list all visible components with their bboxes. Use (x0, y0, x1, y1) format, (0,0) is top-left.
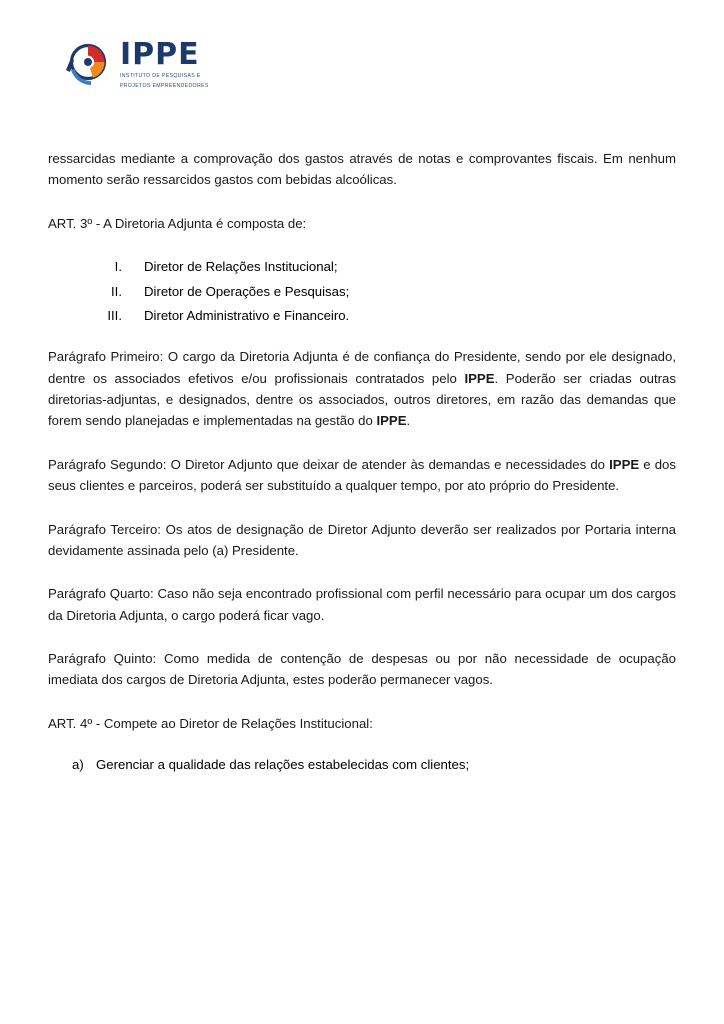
alpha-list (48, 754, 676, 775)
list-item (72, 754, 676, 775)
ippe-logo-tagline-line1: INSTITUTO DE PESQUISAS E (120, 73, 201, 79)
list-item-label: Diretor de Operações e Pesquisas; (144, 283, 350, 299)
paragraph-segundo-title: Parágrafo Segundo (48, 456, 163, 472)
list-item-marker: II. (111, 283, 122, 299)
paragraph-segundo-ippe: IPPE (609, 456, 640, 472)
list-item-marker: a) (72, 757, 84, 773)
list-item (100, 281, 676, 302)
paragraph-segundo-text-b: e dos seus clientes e parceiros, poderá ser substituído a qualquer tempo, por ato próprio do Presidente. (48, 456, 676, 494)
ippe-logo-word: IPPE (120, 37, 200, 72)
paragraph-quarto: Parágrafo Quarto: Caso não seja encontrado profissional com perfil necessário para ocupar um dos cargos da Diretoria Adjunta, o cargo poderá ficar vago. (48, 586, 676, 623)
paragraph-primeiro (48, 346, 676, 432)
ippe-logo-mark-icon (62, 38, 114, 90)
ippe-logo-tagline-line2: PROJETOS EMPREENDEDORES (120, 83, 209, 90)
paragraph-primeiro-text-c: . (406, 413, 411, 429)
list-item (100, 256, 676, 277)
roman-list (48, 256, 676, 326)
paragraph-primeiro-ippe-2: IPPE (376, 413, 407, 429)
list-item-marker: I. (114, 259, 122, 275)
list-item-marker: III. (107, 307, 122, 323)
paragraph-primeiro-text-b: . Poderão ser criadas outras diretorias-adjuntas, e designados, dentre os associados, outros diretores, em razão das demandas que forem sendo planejadas e implementadas na gestão do (48, 370, 676, 429)
paragraph-art-4: ART. 4º - Compete ao Diretor de Relações Institucional: (48, 715, 373, 731)
paragraph-art-3: ART. 3º - A Diretoria Adjunta é composta de: (48, 215, 307, 231)
paragraph-terceiro: Parágrafo Terceiro: Os atos de designação de Diretor Adjunto deverão ser realizados por Portaria interna devidamente assinada pelo (a) Presidente. (48, 521, 676, 558)
document-body (48, 148, 676, 776)
list-item-label: Diretor Administrativo e Financeiro. (144, 307, 350, 323)
paragraph-segundo (48, 454, 676, 497)
ippe-logo-text (120, 38, 209, 90)
paragraph-quinto: Parágrafo Quinto: Como medida de contenção de despesas ou por não necessidade de ocupação imediata dos cargos de Diretoria Adjunta, estes poderão permanecer vagos. (48, 651, 676, 688)
paragraph-primeiro-ippe-1: IPPE (464, 370, 495, 386)
paragraph-primeiro-text-a: Parágrafo Primeiro: O cargo da Diretoria Adjunta é de confiança do Presidente, sendo por ele designado, dentre os associados efetivos e/ou profissionais contratados pelo (48, 349, 676, 386)
list-item-label: Gerenciar a qualidade das relações estabelecidas com clientes; (96, 757, 470, 773)
paragraph-continuation: ressarcidas mediante a comprovação dos gastos através de notas e comprovantes fiscais. Em nenhum momento serão ressarcidos gastos com bebidas alcoólicas. (48, 151, 676, 188)
list-item-label: Diretor de Relações Institucional; (144, 259, 338, 275)
document-header (62, 38, 242, 100)
ippe-logo (62, 38, 242, 90)
paragraph-segundo-text-a: : O Diretor Adjunto que deixar de atender às demandas e necessidades do (162, 456, 610, 472)
list-item (100, 305, 676, 326)
